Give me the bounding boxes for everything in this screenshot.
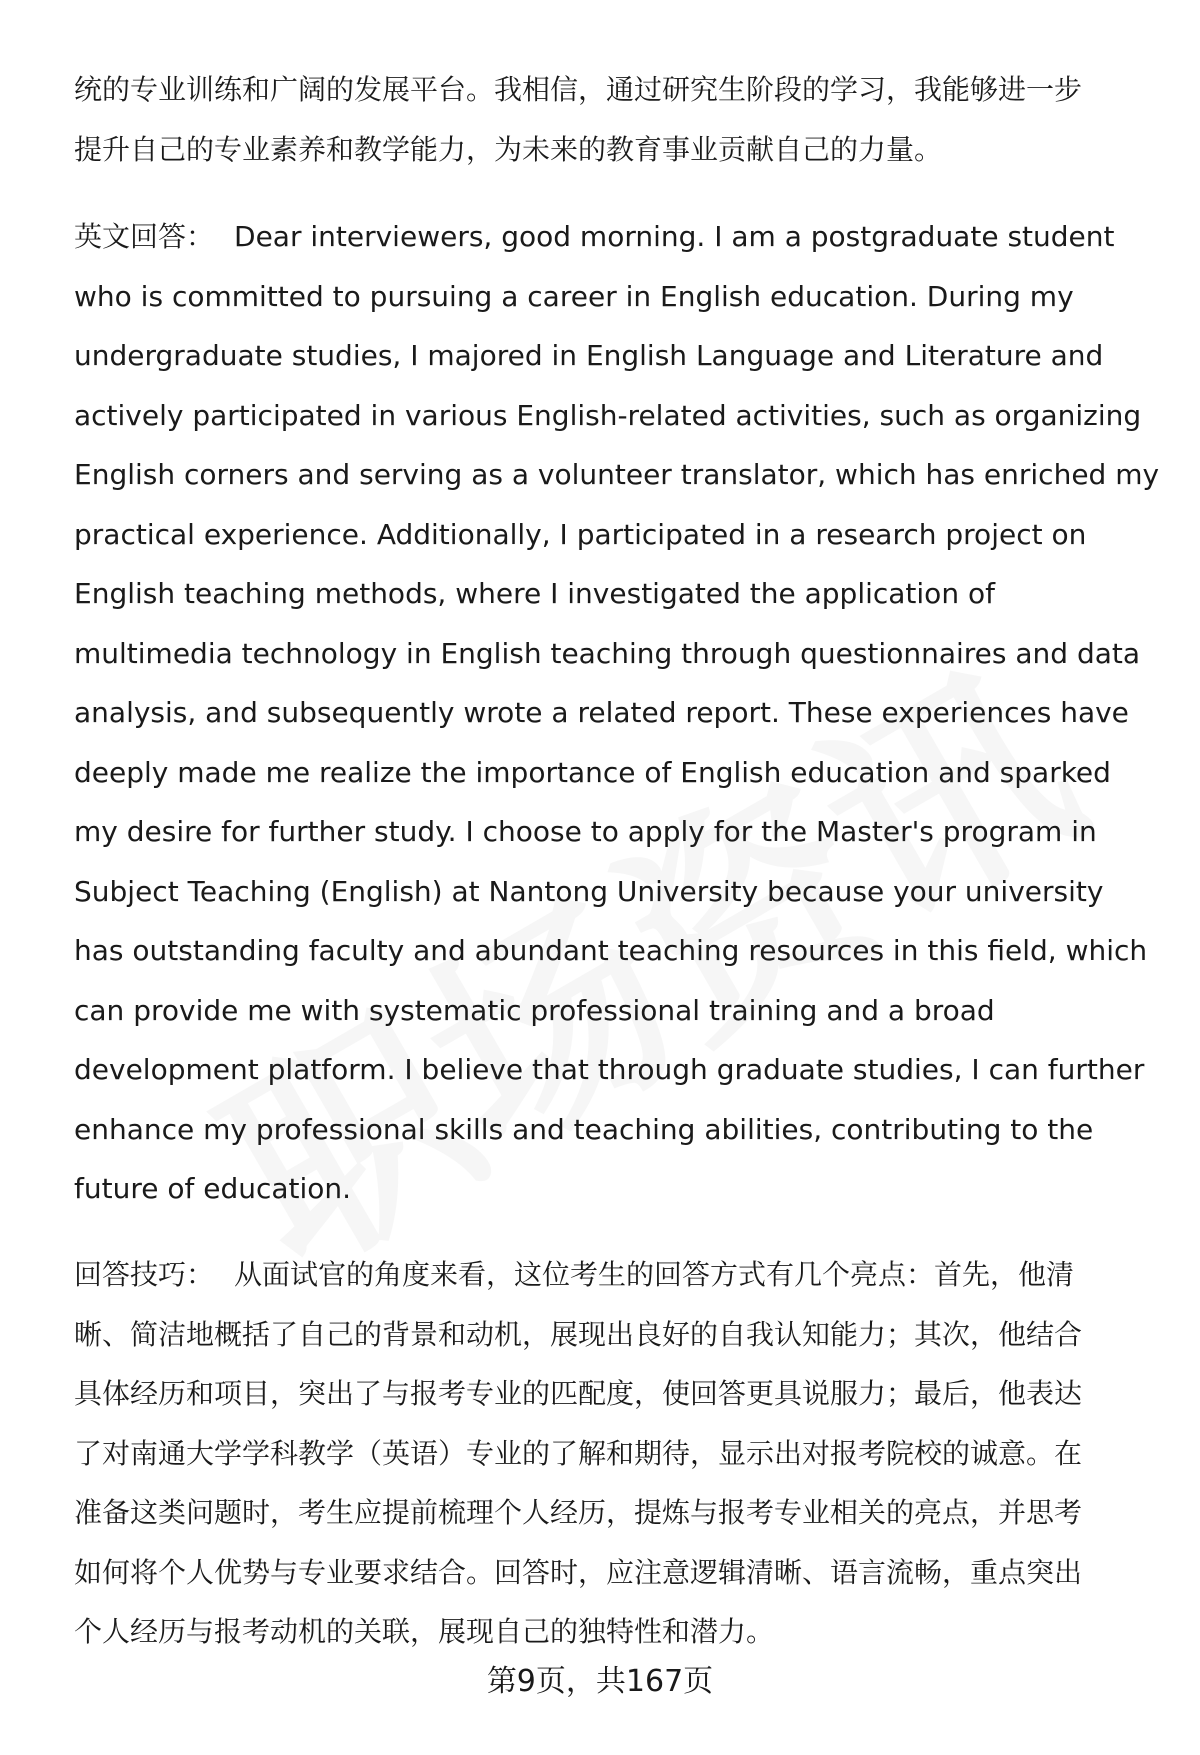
english-answer-line: Subject Teaching (English) at Nantong University because your university [74, 874, 1104, 908]
answer-tips-line: 准备这类问题时，考生应提前梳理个人经历，提炼与报考专业相关的亮点，并思考 [74, 1496, 1083, 1529]
english-answer-line: deeply made me realize the importance of English education and sparked [74, 755, 1111, 789]
intro-line: 提升自己的专业素养和教学能力，为未来的教育事业贡献自己的力量。 [74, 132, 943, 166]
answer-tips-line: 了对南通大学学科教学（英语）专业的了解和期待，显示出对报考院校的诚意。在 [74, 1436, 1083, 1470]
english-answer-line: English corners and serving as a volunteer translator, which has enriched my [74, 458, 1160, 491]
english-answer-line: actively participated in various English-related activities, such as organizing [74, 398, 1142, 432]
english-answer-line: multimedia technology in English teaching through questionnaires and data [74, 636, 1141, 670]
answer-tips-line: 回答技巧： 从面试官的角度来看，这位考生的回答方式有几个亮点：首先，他清 [74, 1258, 1075, 1291]
english-answer-line: can provide me with systematic professional training and a broad [74, 993, 995, 1027]
english-answer-line: has outstanding faculty and abundant teaching resources in this field, which [74, 934, 1148, 967]
english-answer-line: development platform. I believe that through graduate studies, I can further [74, 1053, 1145, 1086]
answer-tips-line: 晰、简洁地概括了自己的背景和动机，展现出良好的自我认知能力；其次，他结合 [74, 1317, 1083, 1351]
answer-tips-paragraph [74, 1245, 1164, 1662]
answer-tips-line: 具体经历和项目，突出了与报考专业的匹配度，使回答更具说服力；最后，他表达 [74, 1377, 1083, 1410]
answer-tips-label: 回答技巧： [74, 1258, 215, 1291]
english-answer-line: 英文回答： Dear interviewers, good morning. I am a postgraduate student [74, 220, 1115, 253]
page-number: 第9页，共167页 [486, 1664, 714, 1699]
english-answer-line: future of education. [74, 1172, 352, 1205]
english-answer-line: analysis, and subsequently wrote a related report. These experiences have [74, 696, 1129, 729]
english-answer-line: my desire for further study. I choose to apply for the Master's program in [74, 815, 1097, 848]
english-answer-line: English teaching methods, where I investigated the application of [74, 577, 995, 610]
english-answer-paragraph [74, 207, 1164, 1219]
english-answer-line: undergraduate studies, I majored in English Language and Literature and [74, 339, 1104, 372]
answer-tips-line: 如何将个人优势与专业要求结合。回答时，应注意逻辑清晰、语言流畅，重点突出 [74, 1555, 1083, 1589]
english-answer-line: practical experience. Additionally, I participated in a research project on [74, 517, 1087, 551]
intro-paragraph [74, 60, 1164, 179]
intro-line: 统的专业训练和广阔的发展平台。我相信，通过研究生阶段的学习，我能够进一步 [74, 73, 1083, 106]
english-answer-line: who is committed to pursuing a career in English education. During my [74, 279, 1074, 313]
english-answer-line: enhance my professional skills and teaching abilities, contributing to the [74, 1112, 1094, 1146]
page-footer [0, 1660, 1200, 1704]
english-answer-label: 英文回答： [74, 220, 215, 253]
answer-tips-line: 个人经历与报考动机的关联，展现自己的独特性和潜力。 [74, 1615, 775, 1648]
